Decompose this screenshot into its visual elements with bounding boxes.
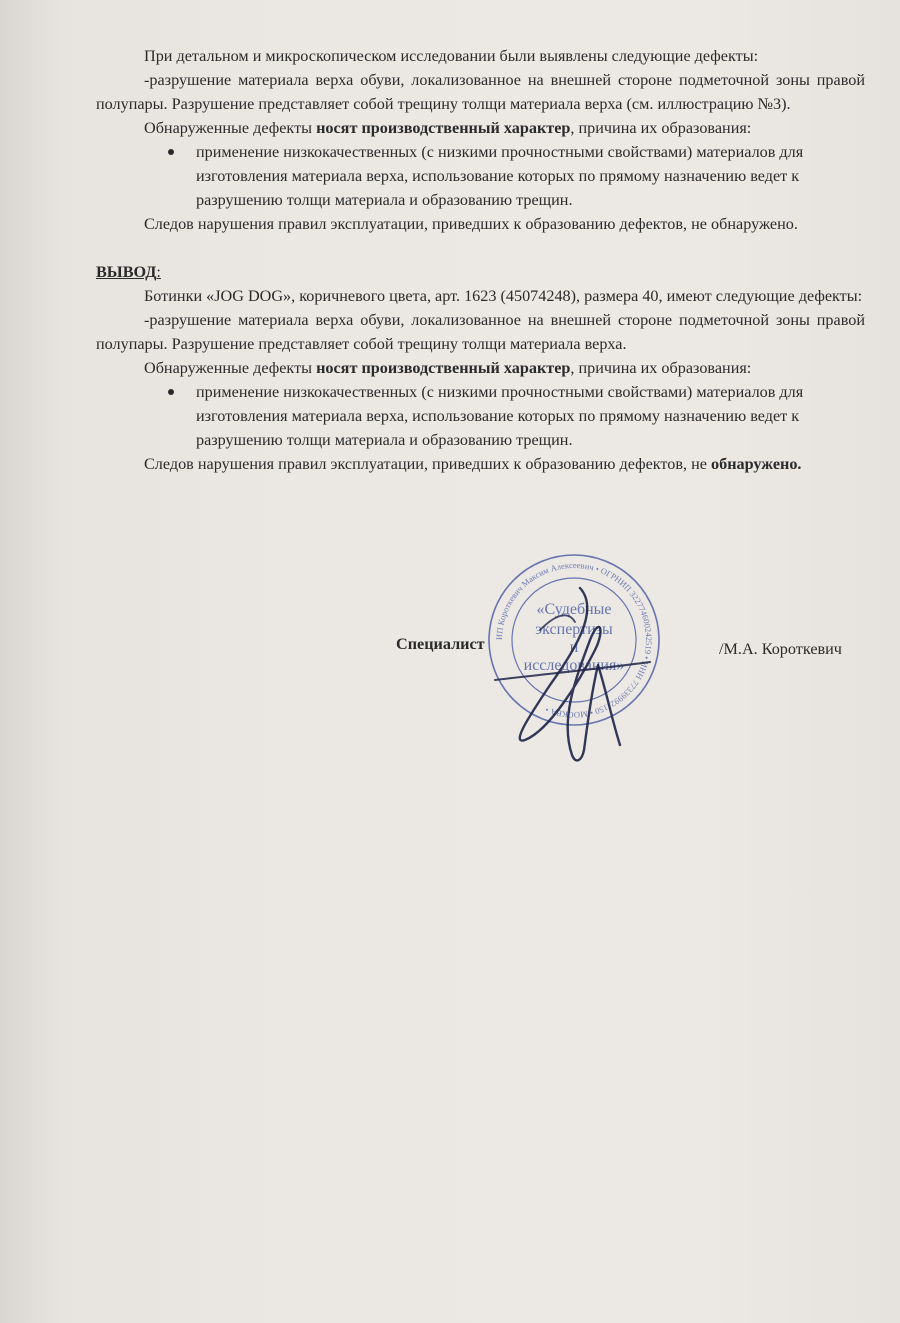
bullet-icon xyxy=(168,149,174,155)
findings-defect: -разрушение материала верха обуви, локализованное на внешней стороне подметочной зоны правой полупары. Разрушение представляет собой трещину толщи материала верха (см. иллюстрацию №3). xyxy=(96,71,865,113)
stamp-ring-text: ИП Короткевич Максим Алексеевич • ОГРНИП 322774600242519 • ИНН 773399921150 • МОСКВА • xyxy=(493,559,655,721)
specialist-name: /М.А. Короткевич xyxy=(719,640,842,658)
conclusion-cause: Обнаруженные дефекты носят производственный характер, причина их образования: xyxy=(144,359,752,377)
conclusion-cause-list xyxy=(96,380,865,452)
list-item: применение низкокачественных (с низкими прочностными свойствами) материалов для изготовления материала верха, использование которых по прямому назначению ведет к разрушению толщи материала и образованию трещин. xyxy=(196,140,865,212)
specialist-label: Специалист xyxy=(396,635,485,653)
handwritten-signature xyxy=(480,570,660,780)
stamp-line-4: исследования» xyxy=(523,657,625,674)
findings-cause: Обнаруженные дефекты носят производственный характер, причина их образования: xyxy=(144,119,752,137)
findings-section xyxy=(96,44,865,476)
conclusion-boots: Ботинки «JOG DOG», коричневого цвета, арт. 1623 (45074248), размера 40, имеют следующие дефекты: xyxy=(144,287,863,305)
findings-intro: При детальном и микроскопическом исследовании были выявлены следующие дефекты: xyxy=(144,47,759,65)
stamp-line-3: и xyxy=(569,639,579,656)
conclusion-heading: ВЫВОД: xyxy=(96,263,161,281)
conclusion-defect: -разрушение материала верха обуви, локализованное на внешней стороне подметочной зоны правой полупары. Разрушение представляет собой трещину толщи материала верха. xyxy=(96,311,865,353)
findings-cause-list xyxy=(96,140,865,212)
list-item: применение низкокачественных (с низкими прочностными свойствами) материалов для изготовления материала верха, использование которых по прямому назначению ведет к разрушению толщи материала и образованию трещин. xyxy=(196,380,865,452)
conclusion-no-violation: Следов нарушения правил эксплуатации, приведших к образованию дефектов, не обнаружено. xyxy=(144,455,802,473)
findings-no-violation: Следов нарушения правил эксплуатации, приведших к образованию дефектов, не обнаружено. xyxy=(144,215,798,233)
stamp-line-2: экспертизы xyxy=(535,621,613,638)
stamp-line-1: «Судебные xyxy=(536,601,612,618)
bullet-icon xyxy=(168,389,174,395)
